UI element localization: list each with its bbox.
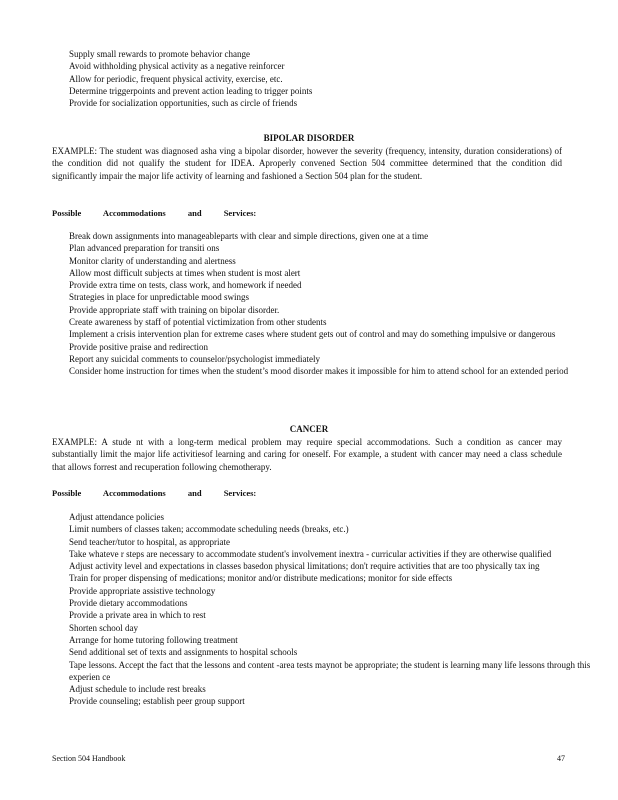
list-item <box>59 634 618 646</box>
subheading-accommodations-bipolar: Possible Accommodations and Services: <box>52 208 257 218</box>
list-item <box>59 279 568 291</box>
list-item <box>59 267 568 279</box>
list-item-text: Provide a private area in which to rest <box>69 610 206 621</box>
list-item-text: Send teacher/tutor to hospital, as appropriate <box>69 536 230 547</box>
list-item <box>59 85 312 97</box>
list-item-text: Provide for socialization opportunities, such as circle of friends <box>69 98 298 109</box>
section-heading-cancer: CANCER <box>289 424 329 434</box>
list-item-text: Provide dietary accommodations <box>69 598 188 609</box>
list-item <box>59 291 568 303</box>
list-item-text: Send additional set of texts and assignments to hospital schools <box>69 647 298 658</box>
list-item <box>59 585 618 597</box>
list-item <box>59 328 568 340</box>
list-item-text: Supply small rewards to promote behavior change <box>69 49 250 59</box>
list-item <box>59 230 568 242</box>
list-item-text: Limit numbers of classes taken; accommodate scheduling needs (breaks, etc.) <box>69 524 349 535</box>
list-item-text: Implement a crisis intervention plan for extreme cases where student gets out of control and may do something impulsive or dangerous <box>69 329 556 340</box>
list-item-text: Create awareness by staff of potential victimization from other students <box>69 317 327 328</box>
list-item-text: Provide appropriate assistive technology <box>69 585 216 596</box>
list-item-text: Provide appropriate staff with training on bipolar disorder. <box>69 304 280 315</box>
list-item-text: Tape lessons. Accept the fact that the lessons and content -area tests maynot be appropriate; the student is learning many life lessons through this experien ce <box>69 659 591 682</box>
list-item-text: Arrange for home tutoring following treatment <box>69 634 238 645</box>
list-item <box>59 609 618 621</box>
list-item <box>59 73 312 85</box>
list-item <box>59 536 618 548</box>
accommodation-list-cancer <box>59 511 618 708</box>
list-item-text: Allow most difficult subjects at times when student is most alert <box>69 267 301 278</box>
accommodation-list-bipolar <box>59 230 568 378</box>
subheading-accommodations-cancer: Possible Accommodations and Services: <box>52 488 257 498</box>
page-number: 47 <box>557 754 565 763</box>
example-paragraph-cancer: EXAMPLE: A stude nt with a long-term medical problem may require special accommodations. Such a condition as cancer may substantially limit the major life activitiesof learning and caring for oneself. For example, a student with cancer may need a class schedule that allows forrest and recuperation following chemotherapy. <box>52 437 562 472</box>
list-item-text: Adjust schedule to include rest breaks <box>69 684 206 695</box>
list-item <box>59 242 568 254</box>
list-item <box>59 97 312 109</box>
list-item <box>59 255 568 267</box>
list-item <box>59 304 568 316</box>
list-item-text: Allow for periodic, frequent physical activity, exercise, etc. <box>69 73 283 84</box>
list-item <box>59 548 618 560</box>
list-item-text: Break down assignments into manageableparts with clear and simple directions, given one at a time <box>69 231 429 241</box>
list-item-text: Determine triggerpoints and prevent action leading to trigger points <box>69 85 313 96</box>
list-item <box>59 316 568 328</box>
list-item-text: Provide counseling; establish peer group support <box>69 696 245 707</box>
list-item <box>59 572 618 584</box>
list-item <box>59 560 618 572</box>
section-heading-bipolar: BIPOLAR DISORDER <box>263 133 355 143</box>
footer-title: Section 504 Handbook <box>52 754 126 763</box>
list-item-text: Avoid withholding physical activity as a negative reinforcer <box>69 61 285 72</box>
list-item-text: Report any suicidal comments to counselor/psychologist immediately <box>69 353 320 364</box>
accommodation-list-general <box>59 48 312 109</box>
list-item <box>59 622 618 634</box>
list-item <box>59 365 568 377</box>
list-item <box>59 341 568 353</box>
list-item <box>59 353 568 365</box>
list-item <box>59 511 618 523</box>
list-item-text: Strategies in place for unpredictable mood swings <box>69 292 249 303</box>
list-item-text: Take whateve r steps are necessary to accommodate student's involvement inextra - curricular activities if they are otherwise qualified <box>69 548 552 559</box>
list-item-text: Shorten school day <box>69 622 138 633</box>
list-item-text: Consider home instruction for times when the student’s mood disorder makes it impossible for him to attend school for an extended period <box>69 366 569 377</box>
example-paragraph-bipolar: EXAMPLE: The student was diagnosed asha ving a bipolar disorder, however the severity (frequency, intensity, duration considerations) of the condition did not qualify the student for IDEA. Aproperly convened Section 504 committee determined that the condition did significantly impair the major life activity of learning and fashioned a Section 504 plan for the student. <box>52 146 562 181</box>
list-item <box>59 597 618 609</box>
list-item-text: Provide extra time on tests, class work, and homework if needed <box>69 280 302 291</box>
list-item-text: Train for proper dispensing of medications; monitor and/or distribute medications; monitor for side effects <box>69 573 453 584</box>
list-item <box>59 523 618 535</box>
list-item-text: Monitor clarity of understanding and alertness <box>69 255 236 266</box>
list-item-text: Adjust activity level and expectations in classes basedon physical limitations; don't require activities that are too physically tax ing <box>69 561 540 572</box>
list-item <box>59 48 312 60</box>
list-item <box>59 60 312 72</box>
list-item <box>59 659 618 684</box>
list-item <box>59 695 618 707</box>
list-item-text: Plan advanced preparation for transiti ons <box>69 243 220 254</box>
list-item-text: Adjust attendance policies <box>69 512 164 522</box>
list-item-text: Provide positive praise and redirection <box>69 341 208 352</box>
list-item <box>59 683 618 695</box>
list-item <box>59 646 618 658</box>
